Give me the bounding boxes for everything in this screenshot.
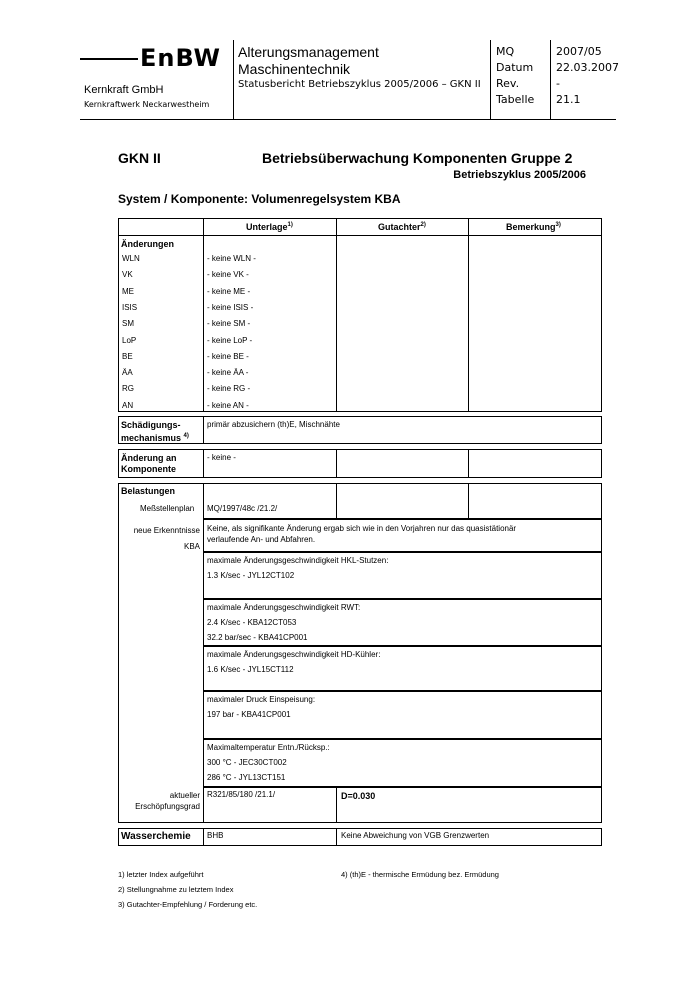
- col-sep: [336, 449, 337, 477]
- aend-komp-label-1: Änderung an: [121, 453, 177, 463]
- footnote-1: 1) letzter Index aufgeführt: [118, 870, 204, 879]
- wasser-ref: BHB: [207, 831, 224, 840]
- aenderung-code: ISIS: [122, 302, 138, 312]
- schaedigung-value: primär abzusichern (th)E, Mischnähte: [207, 420, 340, 429]
- aend-komp-label: [121, 453, 177, 475]
- wasser-label: Wasserchemie: [121, 831, 191, 842]
- measurement-line: 2.4 K/sec - KBA12CT053: [207, 618, 297, 627]
- header-title-1: Alterungsmanagement: [238, 44, 379, 60]
- neue-label: [122, 523, 200, 555]
- header-divider: [233, 40, 234, 120]
- logo-line: [80, 58, 138, 60]
- aenderung-value: - keine LoP -: [207, 335, 253, 345]
- messstellenplan-value: MQ/1997/48c /21.2/: [207, 504, 278, 513]
- col-sep: [468, 483, 469, 518]
- col-sep: [336, 218, 337, 235]
- doc-heading: Betriebsüberwachung Komponenten Gruppe 2: [262, 150, 573, 166]
- meta-divider-1: [490, 40, 491, 120]
- meta-label: Datum: [496, 61, 534, 74]
- col-unterlage-text: Unterlage: [246, 222, 288, 232]
- row-sep: [203, 786, 601, 788]
- aenderung-code: LoP: [122, 335, 137, 345]
- col-bemerkung-text: Bemerkung: [506, 222, 556, 232]
- col-unterlage: [246, 222, 293, 232]
- schaedigung-label: [121, 420, 189, 444]
- measurement-line: 1.3 K/sec - JYL12CT102: [207, 571, 295, 580]
- aenderung-code: BE: [122, 351, 133, 361]
- erschoepfung-ref: R321/85/180 /21.1/: [207, 790, 276, 799]
- aenderung-value: - keine RG -: [207, 384, 251, 394]
- header-bottom-rule: [80, 119, 616, 120]
- meta-value: -: [556, 77, 560, 90]
- col-sep: [203, 218, 204, 235]
- col-sep: [203, 416, 204, 443]
- col-sep: [336, 828, 337, 845]
- aenderung-value: - keine VK -: [207, 270, 249, 280]
- measurement-line: maximaler Druck Einspeisung:: [207, 695, 316, 704]
- measurement-line: 300 °C - JEC30CT002: [207, 758, 287, 767]
- sup: 4): [183, 433, 189, 439]
- aenderung-value: - keine SM -: [207, 319, 251, 329]
- aenderung-value: - keine BE -: [207, 351, 249, 361]
- wasser-value: Keine Abweichung von VGB Grenzwerten: [341, 831, 490, 840]
- footnote-2: 2) Stellungnahme zu letztem Index: [118, 885, 234, 894]
- measurement-line: 197 bar - KBA41CP001: [207, 710, 291, 719]
- row-sep: [203, 518, 601, 520]
- col-sep: [203, 483, 204, 822]
- aenderungen-label: Änderungen: [121, 239, 174, 249]
- measurement-line: maximale Änderungsgeschwindigkeit HKL-Stutzen:: [207, 556, 389, 565]
- enbw-logo: EnBW: [140, 44, 221, 72]
- aenderung-code: ME: [122, 286, 134, 296]
- plant-name: Kernkraftwerk Neckarwestheim: [84, 100, 210, 109]
- neue-value-2: verlaufende An- und Abfahren.: [207, 535, 316, 544]
- meta-label: Rev.: [496, 77, 520, 90]
- header-title-2: Maschinentechnik: [238, 61, 351, 77]
- meta-values: [556, 44, 619, 108]
- aenderung-code: WLN: [122, 254, 140, 263]
- aenderung-value: - keine ISIS -: [207, 302, 254, 312]
- schaedigung-row: [118, 416, 602, 444]
- col-sep: [203, 449, 204, 477]
- system-label: System / Komponente: Volumenregelsystem KBA: [118, 192, 401, 206]
- footnote-4: 4) (th)E - thermische Ermüdung bez. Ermüdung: [341, 870, 499, 879]
- schaedigung-label-2: mechanismus: [121, 433, 182, 443]
- col-bemerkung: [506, 222, 561, 232]
- meta-value: 2007/05: [556, 45, 602, 58]
- aenderung-value: - keine AN -: [207, 400, 249, 410]
- measurement-line: maximale Änderungsgeschwindigkeit RWT:: [207, 603, 361, 612]
- sup: 1): [287, 222, 293, 228]
- company-name: Kernkraft GmbH: [84, 84, 164, 96]
- unit-label: GKN II: [118, 150, 161, 166]
- aenderung-code: SM: [122, 319, 134, 329]
- aenderung-code: ÄA: [122, 368, 133, 378]
- erschoepfung-label-2: Erschöpfungsgrad: [135, 802, 200, 811]
- erschoepfung-value: D=0.030: [341, 791, 376, 801]
- meta-label: Tabelle: [496, 93, 535, 106]
- schaedigung-label-1: Schädigungs-: [121, 420, 181, 430]
- aend-komp-label-2: Komponente: [121, 464, 176, 474]
- neue-value: [207, 523, 516, 545]
- aenderung-value: - keine ME -: [207, 286, 251, 296]
- aenderungen-block: [118, 235, 602, 412]
- meta-labels: [496, 44, 534, 108]
- col-sep: [336, 786, 337, 822]
- col-sep: [336, 235, 337, 411]
- col-sep: [203, 235, 204, 411]
- header-subtitle: Statusbericht Betriebszyklus 2005/2006 – GKN II: [238, 79, 481, 90]
- neue-label-1: neue Erkenntnisse: [133, 526, 200, 535]
- cycle-label: Betriebszyklus 2005/2006: [453, 169, 586, 181]
- col-sep: [468, 449, 469, 477]
- meta-divider-2: [550, 40, 551, 120]
- row-sep: [203, 598, 601, 600]
- row-sep: [203, 645, 601, 647]
- footnote-3: 3) Gutachter-Empfehlung / Forderung etc.: [118, 900, 258, 909]
- aenderung-code: RG: [122, 384, 134, 394]
- aenderung-code: VK: [122, 270, 133, 280]
- neue-label-2: KBA: [183, 542, 200, 551]
- aend-komp-value: - keine -: [207, 453, 236, 462]
- meta-label: MQ: [496, 45, 515, 58]
- neue-value-1: Keine, als signifikante Änderung ergab sich wie in den Vorjahren nur das quasistätionär: [207, 524, 517, 533]
- aenderung-code: AN: [122, 400, 134, 410]
- col-gutachter: [378, 222, 426, 232]
- measurement-line: 1.6 K/sec - JYL15CT112: [207, 665, 294, 674]
- erschoepfung-label-1: aktueller: [169, 791, 200, 800]
- sup: 2): [420, 222, 426, 228]
- measurement-line: 286 °C - JYL13CT151: [207, 773, 286, 782]
- erschoepfung-label: [120, 790, 200, 812]
- col-sep: [468, 235, 469, 411]
- row-sep: [203, 738, 601, 740]
- messstellenplan-label: Meßstellenplan: [140, 504, 195, 513]
- col-sep: [468, 218, 469, 235]
- measurement-line: Maximaltemperatur Entn./Rücksp.:: [207, 743, 330, 752]
- col-sep: [203, 828, 204, 845]
- row-sep: [203, 551, 601, 553]
- meta-value: 21.1: [556, 93, 581, 106]
- col-gutachter-text: Gutachter: [378, 222, 421, 232]
- belastungen-label: Belastungen: [121, 486, 176, 496]
- aenderung-value: - keine WLN -: [207, 254, 256, 263]
- col-sep: [336, 483, 337, 518]
- meta-value: 22.03.2007: [556, 61, 619, 74]
- measurement-line: maximale Änderungsgeschwindigkeit HD-Kühler:: [207, 650, 381, 659]
- aend-komp-row: [118, 449, 602, 478]
- sup: 3): [555, 222, 561, 228]
- row-sep: [203, 690, 601, 692]
- measurement-line: 32.2 bar/sec - KBA41CP001: [207, 633, 308, 642]
- aenderung-value: - keine ÄA -: [207, 368, 249, 378]
